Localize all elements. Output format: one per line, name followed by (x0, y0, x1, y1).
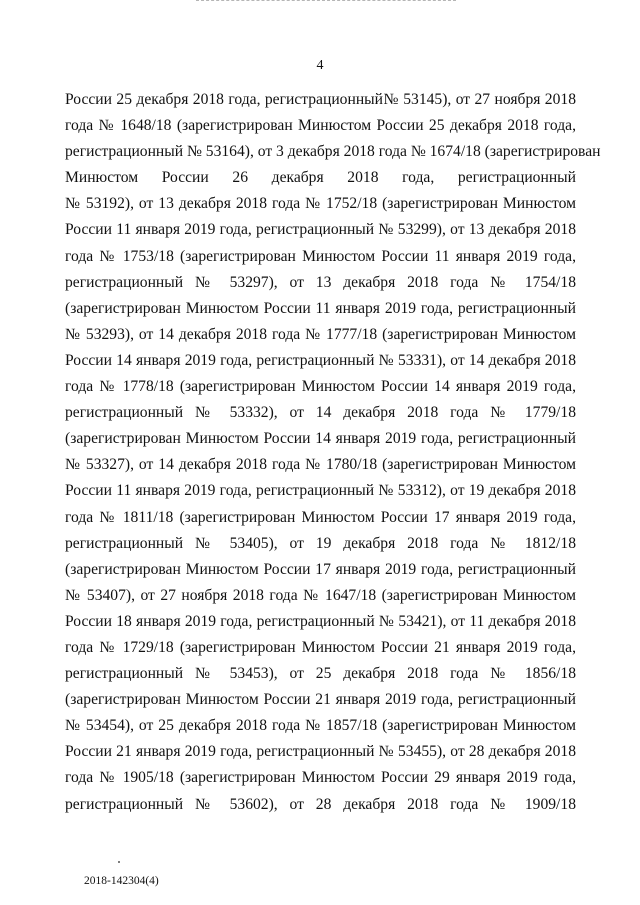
text-line: России 18 января 2019 года, регистрационный № 53421), от 11 декабря 2018 (65, 612, 576, 630)
text-line: Минюстом России 26 декабря 2018 года, регистрационный (65, 169, 576, 187)
text-line: (зарегистрирован Минюстом России 21 января 2019 года, регистрационный (65, 691, 576, 709)
text-line: России 21 января 2019 года, регистрационный № 53455), от 28 декабря 2018 (65, 743, 576, 761)
text-line: России 25 декабря 2018 года, регистрационный№ 53145), от 27 ноября 2018 (65, 91, 576, 108)
text-line: года № 1648/18 (зарегистрирован Минюстом России 25 декабря 2018 года, (65, 117, 576, 135)
text-line: (зарегистрирован Минюстом России 17 января 2019 года, регистрационный (65, 560, 576, 578)
text-line: России 11 января 2019 года, регистрационный № 53312), от 19 декабря 2018 (65, 482, 576, 500)
scan-dot (118, 861, 120, 863)
text-line: года № 1811/18 (зарегистрирован Минюстом России 17 января 2019 года, (65, 508, 576, 526)
text-line: регистрационный № 53602), от 28 декабря 2018 года № 1909/18 (65, 795, 576, 813)
page-number: 4 (316, 58, 324, 73)
text-line: № 53293), от 14 декабря 2018 года № 1777/18 (зарегистрирован Минюстом (65, 325, 576, 343)
document-body (65, 87, 601, 818)
text-line: № 53407), от 27 ноября 2018 года № 1647/18 (зарегистрирован Минюстом (65, 586, 576, 604)
text-line: № 53327), от 14 декабря 2018 года № 1780/18 (зарегистрирован Минюстом (65, 456, 576, 474)
scan-edge-mark (196, 0, 456, 2)
document-id: 2018-142304(4) (84, 875, 159, 887)
text-line: № 53192), от 13 декабря 2018 года № 1752/18 (зарегистрирован Минюстом (65, 195, 576, 213)
text-line: регистрационный № 53405), от 19 декабря 2018 года № 1812/18 (65, 534, 576, 552)
text-line: года № 1778/18 (зарегистрирован Минюстом России 14 января 2019 года, (65, 378, 576, 396)
text-line: регистрационный № 53332), от 14 декабря 2018 года № 1779/18 (65, 404, 576, 422)
text-line: регистрационный № 53164), от 3 декабря 2018 года № 1674/18 (зарегистрирован (65, 143, 601, 161)
text-line: России 14 января 2019 года, регистрационный № 53331), от 14 декабря 2018 (65, 351, 576, 369)
text-line: (зарегистрирован Минюстом России 14 января 2019 года, регистрационный (65, 430, 576, 448)
text-line: № 53454), от 25 декабря 2018 года № 1857/18 (зарегистрирован Минюстом (65, 717, 576, 735)
text-line: года № 1729/18 (зарегистрирован Минюстом России 21 января 2019 года, (65, 638, 576, 656)
text-line: России 11 января 2019 года, регистрационный № 53299), от 13 декабря 2018 (65, 221, 576, 239)
text-line: года № 1753/18 (зарегистрирован Минюстом России 11 января 2019 года, (65, 247, 576, 265)
text-line: регистрационный № 53453), от 25 декабря 2018 года № 1856/18 (65, 665, 576, 683)
text-line: регистрационный № 53297), от 13 декабря 2018 года № 1754/18 (65, 273, 576, 291)
text-line: (зарегистрирован Минюстом России 11 января 2019 года, регистрационный (65, 299, 576, 317)
text-line: года № 1905/18 (зарегистрирован Минюстом России 29 января 2019 года, (65, 769, 576, 787)
